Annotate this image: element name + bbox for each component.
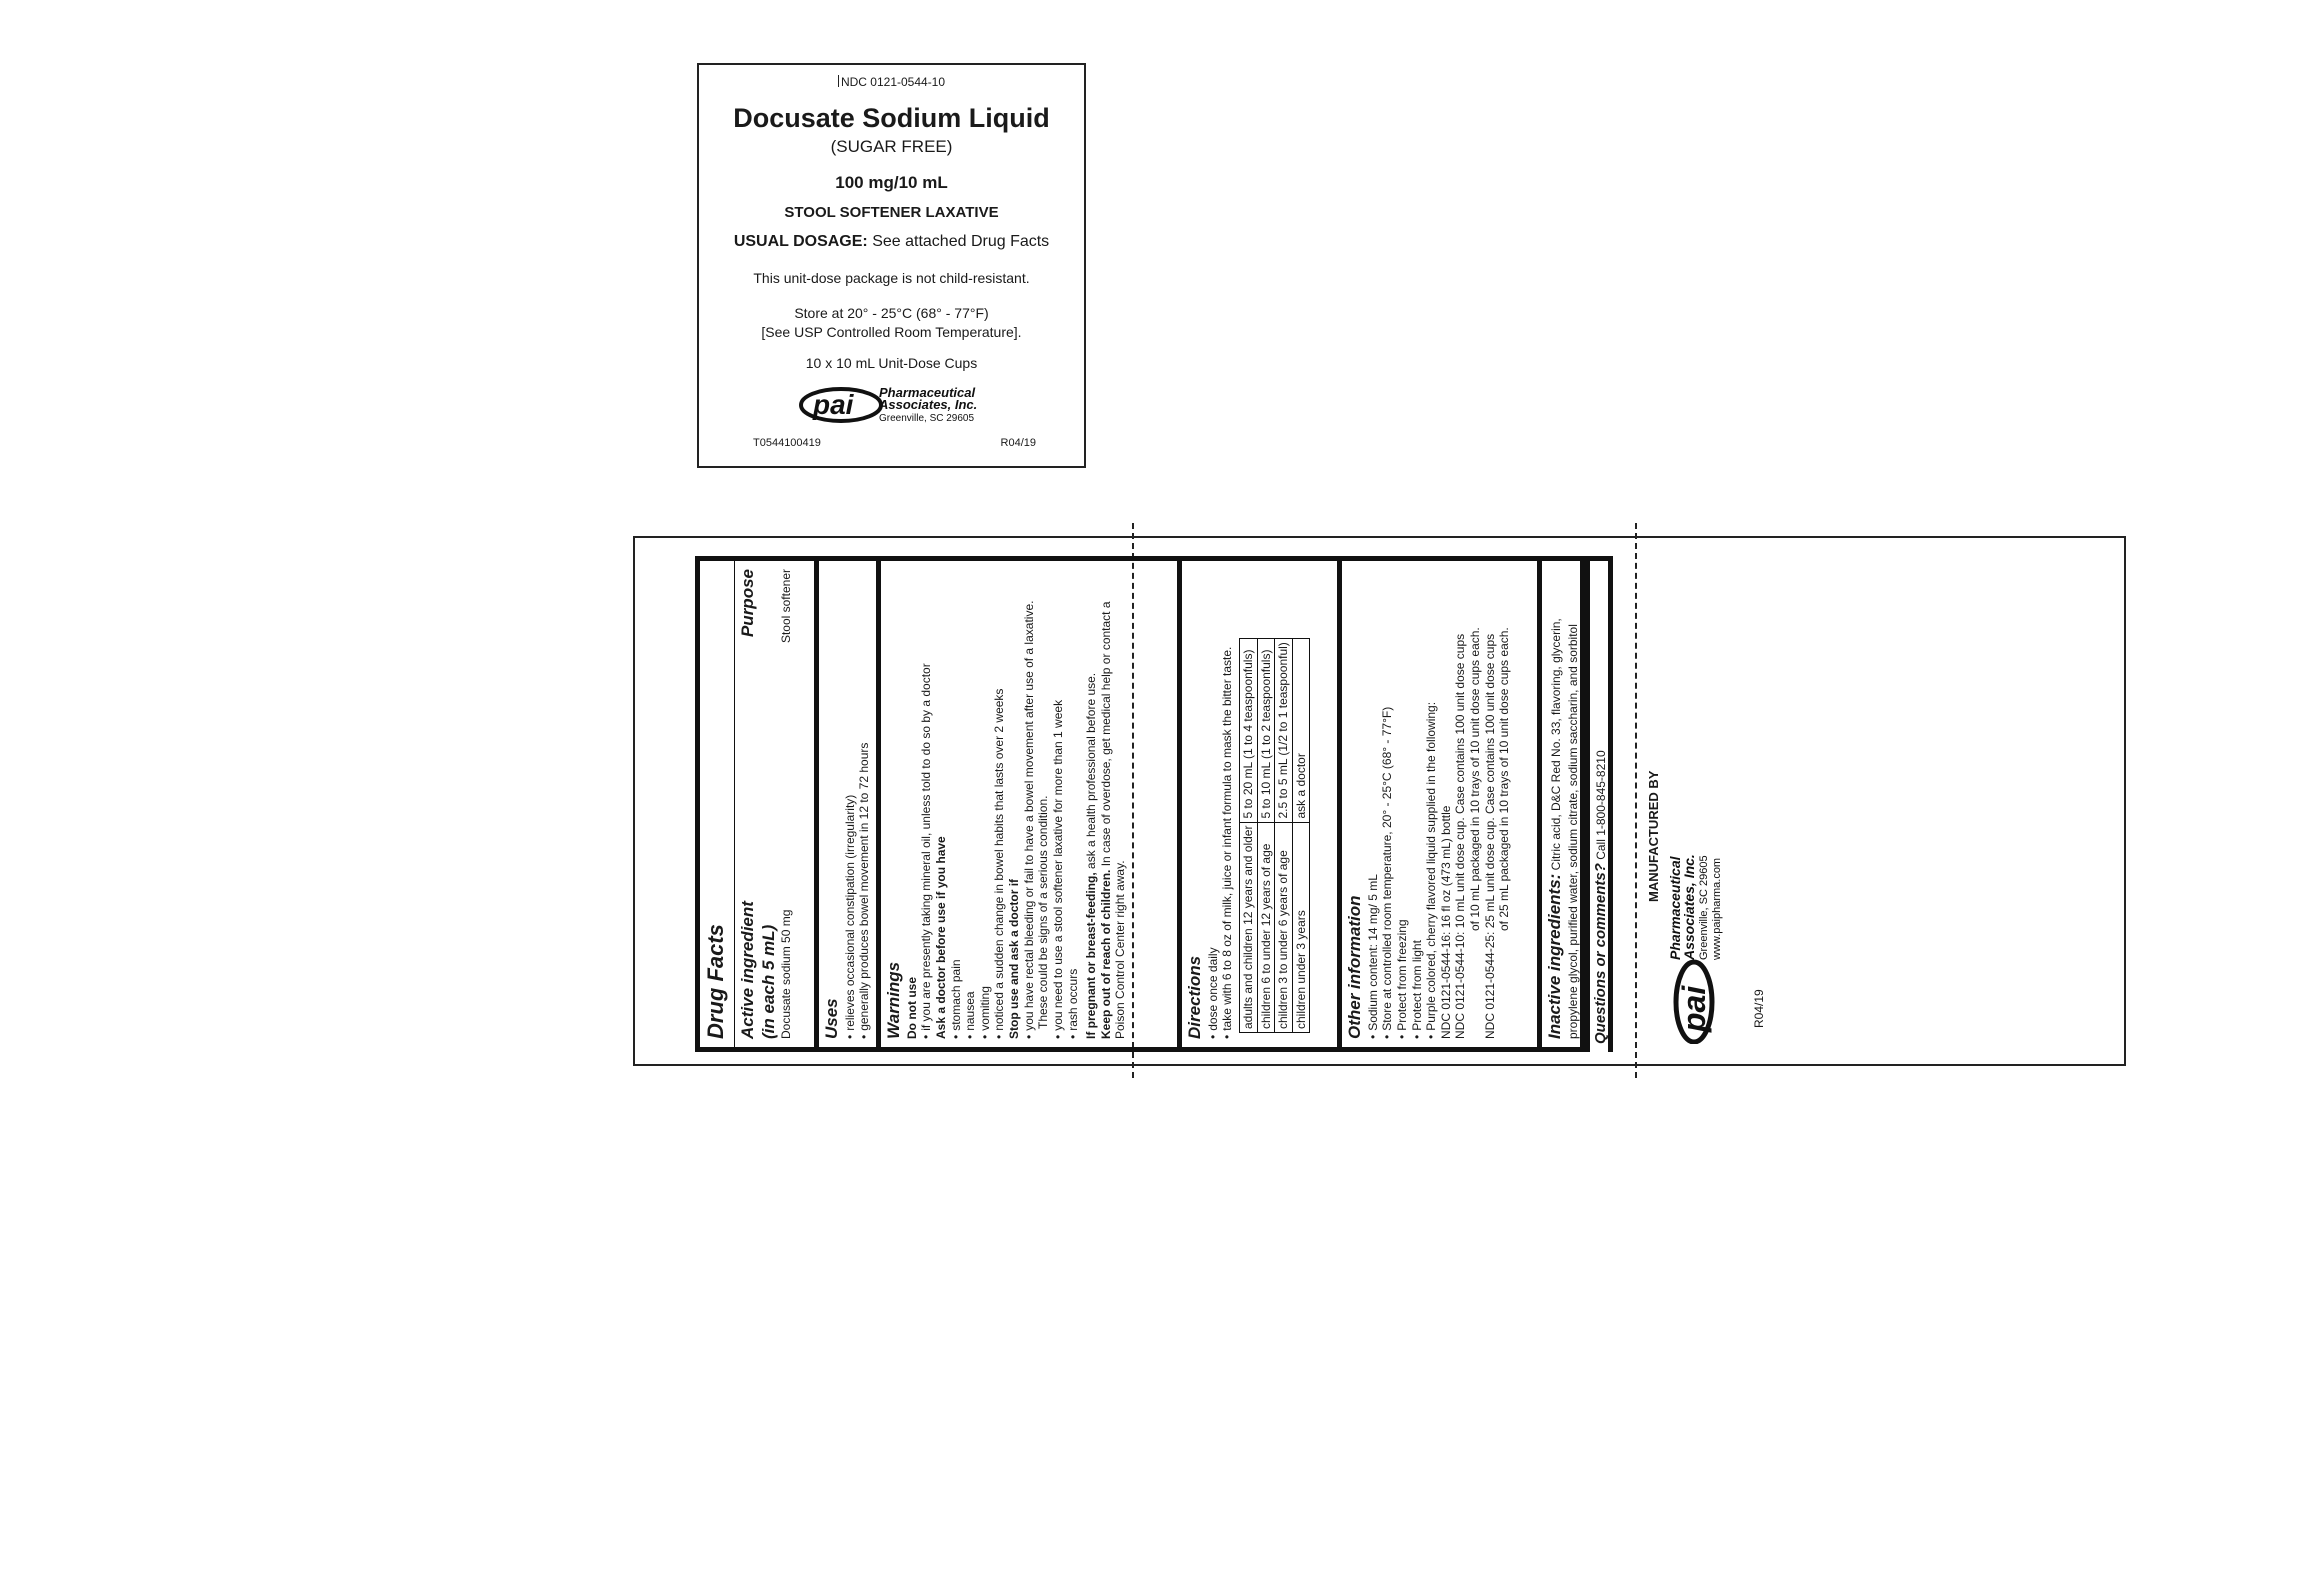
active-subheading: (in each 5 mL) [758, 924, 778, 1039]
fold-line-right [1635, 523, 1637, 1078]
df-other-sec [1337, 561, 1537, 1047]
ask-doctor-item: • noticed a sudden change in bowel habits that lasts over 2 weeks [992, 569, 1007, 1029]
drug-facts-box [695, 556, 1585, 1052]
active-ingredient: Docusate sodium 50 mg [779, 909, 794, 1039]
stop-use-item: • you have rectal bleeding or fail to have a bowel movement after use of a laxative. These could be signs of a serious condition. [1022, 569, 1051, 1029]
product-title: Docusate Sodium Liquid [733, 103, 1050, 133]
dosage-text: See attached Drug Facts [867, 233, 1050, 250]
product-code: T0544100419 [753, 437, 821, 449]
storage-line-2: [See USP Controlled Room Temperature]. [761, 324, 1022, 340]
logo-city: Greenville, SC 29605 [879, 413, 975, 424]
ndc-line: of 10 mL packaged in 10 trays of 10 unit dose cups each. [1468, 627, 1483, 931]
ask-doctor-item: • nausea [963, 569, 978, 1029]
revision-code: R04/19 [1000, 437, 1036, 449]
manufactured-by: MANUFACTURED BY [1646, 770, 1661, 902]
logo-mark: pai [813, 389, 854, 420]
use-item: • relieves occasional constipation (irregularity) [843, 569, 858, 1029]
ask-doctor-item: • vomiting [978, 569, 993, 1029]
pregnant-bold: If pregnant or breast-feeding, [1084, 872, 1099, 1039]
df-inactive-sec [1537, 561, 1585, 1047]
do-not-use-heading: Do not use [904, 977, 919, 1039]
df-directions-sec [1177, 561, 1337, 1047]
logo-line-1: Pharmaceutical [879, 385, 976, 400]
df-warnings-sec [876, 561, 1177, 1047]
do-not-use-item: • if you are presently taking mineral oil, unless told to do so by a doctor [919, 569, 934, 1029]
purpose-value: Stool softener [779, 569, 794, 644]
warnings-heading: Warnings [884, 961, 903, 1039]
mfg-web: www.paipharma.com [1711, 857, 1723, 960]
product-subtitle: (SUGAR FREE) [830, 137, 953, 156]
ndc-line: NDC 0121-0544-10: 10 mL unit dose cup. Case contains 100 unit dose cups [1453, 633, 1468, 1039]
mfg-line-1: Pharmaceutical [1667, 856, 1683, 960]
product-category: STOOL SOFTENER LAXATIVE [784, 204, 999, 221]
stop-use-item: • you need to use a stool softener laxative for more than 1 week [1051, 569, 1066, 1029]
mfg-line-2: Associates, Inc. [1681, 854, 1697, 960]
stop-use-item: • rash occurs [1066, 569, 1081, 1029]
company-logo [799, 383, 989, 425]
dose-who: children 6 to under 12 years of age [1257, 822, 1275, 1032]
dose-amount: 5 to 20 mL (1 to 4 teaspoonfuls) [1239, 639, 1257, 822]
direction-item: • dose once daily [1206, 569, 1221, 1029]
keep-out-bold: Keep out of reach of children. [1098, 869, 1113, 1039]
child-warning: This unit-dose package is not child-resistant. [753, 270, 1030, 286]
pregnant-text: ask a health professional before use. [1084, 672, 1099, 873]
inactive-heading: Inactive ingredients: [1545, 873, 1564, 1039]
drug-facts-rotated [695, 556, 1585, 1052]
table-row [1292, 639, 1310, 1033]
dose-table [1239, 638, 1311, 1033]
unit-dose-label [697, 63, 1086, 468]
pregnant-warning [1084, 569, 1099, 1039]
active-heading: Active ingredient [738, 901, 757, 1039]
use-item: • generally produces bowel movement in 12 to 72 hours [857, 569, 872, 1029]
mfg-revision: R04/19 [1752, 989, 1766, 1028]
purpose-heading: Purpose [738, 569, 757, 638]
questions-heading: Questions or comments? [1592, 863, 1609, 1044]
questions-text: Call 1-800-845-8210 [1594, 750, 1608, 864]
questions-wrap [1585, 556, 1613, 1052]
table-row [1257, 639, 1275, 1033]
usual-dosage [699, 233, 1084, 251]
other-item: • Protect from freezing [1395, 569, 1410, 1029]
drug-facts-panel-wrap [695, 556, 1585, 1052]
keep-out-warning [1099, 569, 1128, 1039]
inactive-text: Citric acid, D&C Red No. 33, flavoring, glycerin, propylene glycol, purified water, sodium citrate, sodium saccharin, and sorbitol [1549, 618, 1580, 1039]
df-heading-sec [700, 561, 734, 1047]
logo-line-2: Associates, Inc. [879, 397, 978, 412]
direction-item: • take with 6 to 8 oz of milk, juice or infant formula to mask the bitter taste. [1220, 569, 1235, 1029]
mfg-city: Greenville, SC 29605 [1698, 855, 1710, 960]
keep-out-text: In case of overdose, get medical help or contact a Poison Control Center right away. [1098, 601, 1128, 1039]
dose-amount: ask a doctor [1292, 639, 1310, 822]
questions-box [1585, 556, 1613, 1052]
uses-heading: Uses [822, 998, 841, 1039]
dose-who: adults and children 12 years and older [1239, 822, 1257, 1032]
df-active-sec [734, 561, 814, 1047]
manufacturer-rotated [1640, 556, 1800, 1052]
manufacturer-wrap [1640, 556, 1800, 1052]
other-item: • Protect from light [1410, 569, 1425, 1029]
other-item: • Store at controlled room temperature, 20° - 25°C (68° - 77°F) [1380, 569, 1395, 1029]
dosage-label: USUAL DOSAGE: [733, 233, 868, 250]
dose-who: children 3 to under 6 years of age [1275, 822, 1293, 1032]
dose-amount: 2.5 to 5 mL (1/2 to 1 teaspoonful) [1275, 639, 1293, 822]
table-row [1275, 639, 1293, 1033]
ask-doctor-heading: Ask a doctor before use if you have [933, 836, 948, 1039]
directions-heading: Directions [1185, 955, 1204, 1039]
mfg-logo-mark: pai [1676, 985, 1712, 1032]
stop-use-heading: Stop use and ask a doctor if [1007, 878, 1022, 1039]
dose-amount: 5 to 10 mL (1 to 2 teaspoonfuls) [1257, 639, 1275, 822]
other-heading: Other information [1345, 895, 1364, 1039]
ndc-line: of 25 mL packaged in 10 trays of 10 unit dose cups each. [1497, 627, 1512, 931]
dose-who: children under 3 years [1292, 822, 1310, 1032]
other-item: • Sodium content: 14 mg/ 5 mL [1366, 569, 1381, 1029]
storage-line-1: Store at 20° - 25°C (68° - 77°F) [794, 305, 989, 321]
product-strength: 100 mg/10 mL [835, 173, 948, 192]
df-heading: Drug Facts [703, 924, 728, 1039]
ndc-number: NDC 0121-0544-10 [699, 75, 1084, 89]
package-count: 10 x 10 mL Unit-Dose Cups [805, 355, 978, 371]
ndc-line: NDC 0121-0544-25: 25 mL unit dose cup. Case contains 100 unit dose cups [1482, 633, 1497, 1039]
df-uses-sec [814, 561, 876, 1047]
ask-doctor-item: • stomach pain [949, 569, 964, 1029]
other-item: • Purple colored, cherry flavored liquid supplied in the following: [1424, 569, 1439, 1029]
ndc-line: NDC 0121-0544-16: 16 fl oz (473 mL) bottle [1438, 805, 1453, 1039]
manufacturer-logo [1664, 844, 1724, 1044]
table-row [1239, 639, 1257, 1033]
